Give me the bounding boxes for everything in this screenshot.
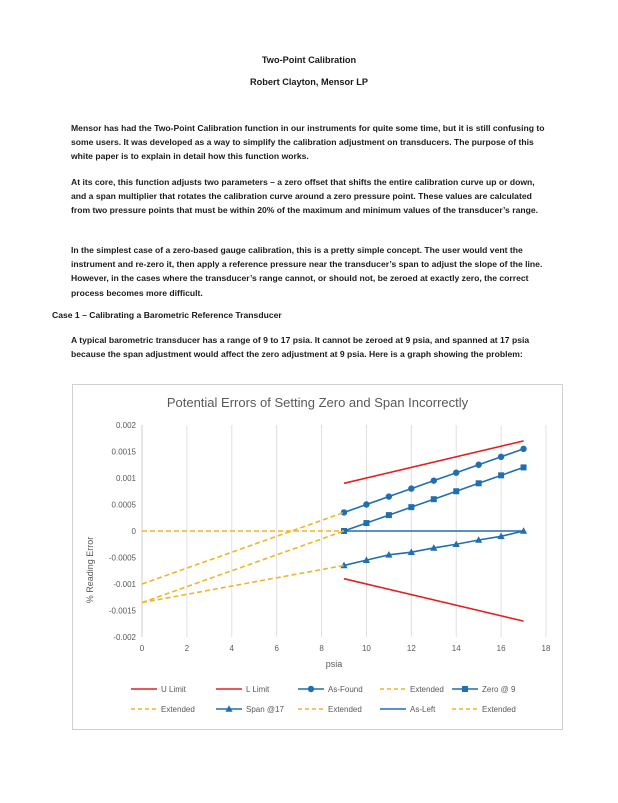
square-marker <box>462 686 468 692</box>
y-tick-label: -0.002 <box>113 633 136 642</box>
y-tick-label: -0.001 <box>113 580 136 589</box>
square-marker <box>453 488 459 494</box>
circle-marker <box>520 446 526 452</box>
y-tick-label: 0.0015 <box>111 447 136 457</box>
series-line <box>142 512 344 584</box>
document-author: Robert Clayton, Mensor LP <box>250 77 368 87</box>
y-tick-label: 0.002 <box>115 421 136 430</box>
square-marker <box>521 464 527 470</box>
legend-label: As-Found <box>328 685 363 694</box>
x-tick-label: 12 <box>406 644 416 653</box>
paragraph-simple-case: In the simplest case of a zero-based gauge calibration, this is a pretty simple concept. The user would vent the instrument and re-zero it, then apply a reference pressure near the transducer’s span to adjust the slope of the line. However, in the cases where the transducer’s range cannot, or should not, be zeroed at exactly zero, the correct process becomes more difficult. <box>71 245 543 298</box>
x-tick-label: 14 <box>451 644 461 653</box>
series-line <box>142 565 344 602</box>
square-marker <box>386 512 392 518</box>
x-tick-label: 4 <box>229 644 235 653</box>
x-tick-label: 8 <box>319 644 324 653</box>
y-tick-label: -0.0005 <box>108 553 136 563</box>
document-title: Two-Point Calibration <box>261 55 357 65</box>
legend-label: Extended <box>482 705 516 714</box>
legend-label: Span @17 <box>246 705 284 714</box>
legend-label: As-Left <box>410 705 436 714</box>
legend-item <box>131 705 195 714</box>
legend-item <box>216 705 284 714</box>
series-line <box>142 531 344 603</box>
square-marker <box>408 504 414 510</box>
square-marker <box>431 496 437 502</box>
paragraph-core: At its core, this function adjusts two parameters – a zero offset that shifts the entire calibration curve up or down, and a span multiplier that rotates the calibration curve around a zero pressure point. These values are calculated from two pressure points that must be within 20% of the maximum and minimum values of the transducer’s range. <box>71 177 539 216</box>
x-tick-label: 18 <box>541 644 551 653</box>
series-extended <box>142 531 344 603</box>
circle-marker <box>308 686 314 692</box>
circle-marker <box>453 470 459 476</box>
square-marker <box>363 520 369 526</box>
legend-item <box>298 685 363 694</box>
chart-tick-labels <box>109 421 551 653</box>
series-span-17 <box>340 527 527 568</box>
x-axis-label: psia <box>325 659 343 669</box>
error-chart <box>73 385 562 729</box>
square-marker <box>498 472 504 478</box>
legend-label: Zero @ 9 <box>482 685 516 694</box>
chart-title: Potential Errors of Setting Zero and Span Incorrectly <box>166 395 469 410</box>
legend-item <box>380 685 444 694</box>
legend-item <box>380 705 436 714</box>
x-tick-label: 2 <box>184 644 190 653</box>
legend-item <box>216 685 270 694</box>
series-as-found <box>341 446 527 516</box>
paragraph-case1: A typical barometric transducer has a range of 9 to 17 psia. It cannot be zeroed at 9 psia, and spanned at 17 psia because the span adjustment would affect the zero adjustment at 9 psia. Here is a graph showing the problem: <box>71 335 530 360</box>
x-tick-label: 16 <box>496 644 506 653</box>
y-tick-label: 0.001 <box>115 474 136 483</box>
series-extended <box>142 565 344 602</box>
y-axis-label: % Reading Error <box>85 536 95 604</box>
circle-marker <box>431 477 437 483</box>
x-tick-label: 6 <box>274 644 279 653</box>
legend-label: Extended <box>410 685 444 694</box>
circle-marker <box>408 485 414 491</box>
legend-label: L Limit <box>246 685 270 694</box>
y-tick-label: 0.0005 <box>111 500 136 510</box>
y-tick-label: -0.0015 <box>108 606 136 616</box>
square-marker <box>476 480 482 486</box>
series-extended <box>142 512 344 584</box>
x-tick-label: 0 <box>139 644 145 653</box>
legend-item <box>131 685 187 694</box>
series-l-limit <box>344 579 524 621</box>
series-zero-9 <box>341 464 527 534</box>
circle-marker <box>386 493 392 499</box>
legend-label: Extended <box>328 705 362 714</box>
legend-item <box>452 705 516 714</box>
legend-item <box>298 705 362 714</box>
y-tick-label: 0 <box>131 527 136 536</box>
x-tick-label: 10 <box>361 644 371 653</box>
chart-series <box>142 441 527 621</box>
legend-label: Extended <box>161 705 195 714</box>
circle-marker <box>475 462 481 468</box>
series-line <box>344 579 524 621</box>
paragraph-intro: Mensor has had the Two-Point Calibration function in our instruments for quite some time, but it is still confusing to some users. It was developed as a way to simplify the calibration adjustment on transducers. The purpose of this white paper is to explain in detail how this function works. <box>71 123 545 162</box>
legend-label: U Limit <box>161 685 186 694</box>
legend-item <box>452 685 516 694</box>
chart-legend <box>131 685 516 714</box>
circle-marker <box>498 454 504 460</box>
circle-marker <box>363 501 369 507</box>
case-heading: Case 1 – Calibrating a Barometric Reference Transducer <box>52 310 282 320</box>
chart-container <box>72 384 563 730</box>
